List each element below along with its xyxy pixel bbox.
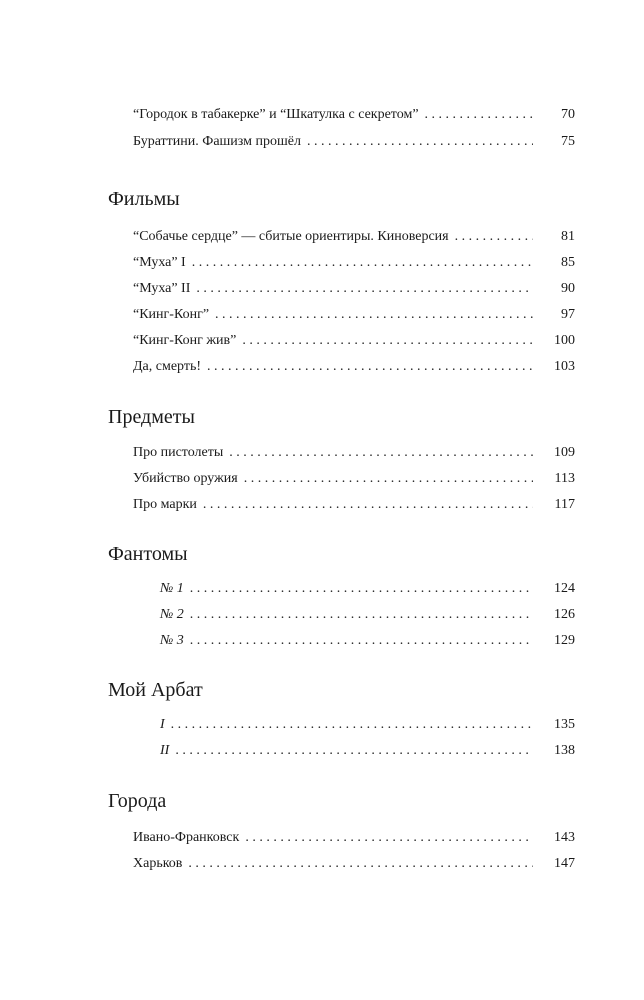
toc-entry[interactable] [133, 105, 575, 125]
toc-page-number: 85 [561, 255, 575, 270]
toc-dot-leader [245, 828, 533, 848]
toc-page-number: 138 [554, 743, 575, 758]
toc-page-number: 117 [554, 497, 575, 512]
toc-dot-leader [192, 253, 533, 273]
section-title-objects: Предметы [108, 406, 195, 428]
toc-entry-title: Да, смерть! [133, 359, 202, 374]
toc-dot-leader [190, 579, 533, 599]
toc-entry[interactable] [160, 579, 575, 599]
toc-entry[interactable] [133, 331, 575, 351]
toc-entry[interactable] [160, 605, 575, 625]
toc-dot-leader [196, 279, 533, 299]
section-title-my-arbat: Мой Арбат [108, 679, 203, 701]
toc-page-number: 100 [554, 333, 575, 348]
toc-dot-leader [207, 357, 533, 377]
toc-entry[interactable] [133, 443, 575, 463]
toc-entry[interactable] [133, 132, 575, 152]
toc-page-number: 70 [561, 107, 575, 122]
toc-dot-leader [190, 631, 533, 651]
toc-dot-leader [307, 132, 533, 152]
toc-entry[interactable] [133, 305, 575, 325]
toc-entry[interactable] [133, 828, 575, 848]
toc-entry[interactable] [133, 253, 575, 273]
toc-dot-leader [175, 741, 533, 761]
toc-entry-title: № 2 [160, 607, 184, 622]
toc-entry[interactable] [133, 279, 575, 299]
section-title-films: Фильмы [108, 188, 180, 210]
toc-page-number: 90 [561, 281, 575, 296]
section-title-cities: Города [108, 790, 167, 812]
section-title-phantoms: Фантомы [108, 543, 188, 565]
toc-dot-leader [203, 495, 533, 515]
toc-entry-title: Бураттини. Фашизм прошёл [133, 134, 301, 149]
toc-dot-leader [244, 469, 533, 489]
toc-entry-title: Про пистолеты [133, 445, 224, 460]
toc-dot-leader [242, 331, 533, 351]
toc-dot-leader [188, 854, 533, 874]
toc-dot-leader [425, 105, 533, 125]
toc-entry-title: Про марки [133, 497, 197, 512]
toc-entry-title: I [160, 717, 165, 732]
toc-entry-title: II [160, 743, 170, 758]
toc-entry-title: Убийство оружия [133, 471, 238, 486]
toc-page-number: 147 [554, 856, 575, 871]
toc-entry-title: Харьков [133, 856, 183, 871]
toc-page-number: 75 [561, 134, 575, 149]
toc-dot-leader [190, 605, 533, 625]
toc-page-number: 143 [554, 830, 575, 845]
toc-page-number: 126 [554, 607, 575, 622]
toc-dot-leader [171, 715, 533, 735]
toc-entry-title: Ивано-Франковск [133, 830, 240, 845]
toc-entry-title: “Кинг-Конг” [133, 307, 210, 322]
toc-page-number: 124 [554, 581, 575, 596]
toc-entry[interactable] [133, 495, 575, 515]
toc-page-number: 113 [554, 471, 575, 486]
toc-entry[interactable] [160, 715, 575, 735]
toc-page-number: 135 [554, 717, 575, 732]
toc-entry[interactable] [160, 631, 575, 651]
toc-entry[interactable] [160, 741, 575, 761]
toc-entry-title: “Муха” I [133, 255, 186, 270]
toc-entry-title: “Собачье сердце” — сбитые ориентиры. Киноверсия [133, 229, 449, 244]
toc-entry[interactable] [133, 227, 575, 247]
toc-page-number: 103 [554, 359, 575, 374]
toc-dot-leader [455, 227, 533, 247]
toc-entry-title: “Городок в табакерке” и “Шкатулка с секретом” [133, 107, 419, 122]
toc-page-number: 129 [554, 633, 575, 648]
toc-entry[interactable] [133, 469, 575, 489]
toc-page-number: 109 [554, 445, 575, 460]
toc-dot-leader [215, 305, 533, 325]
toc-entry-title: “Кинг-Конг жив” [133, 333, 237, 348]
toc-entry[interactable] [133, 854, 575, 874]
toc-page-number: 81 [561, 229, 575, 244]
toc-entry-title: № 1 [160, 581, 184, 596]
toc-entry-title: № 3 [160, 633, 184, 648]
toc-page-number: 97 [561, 307, 575, 322]
toc-dot-leader [229, 443, 533, 463]
toc-entry-title: “Муха” II [133, 281, 191, 296]
toc-entry[interactable] [133, 357, 575, 377]
